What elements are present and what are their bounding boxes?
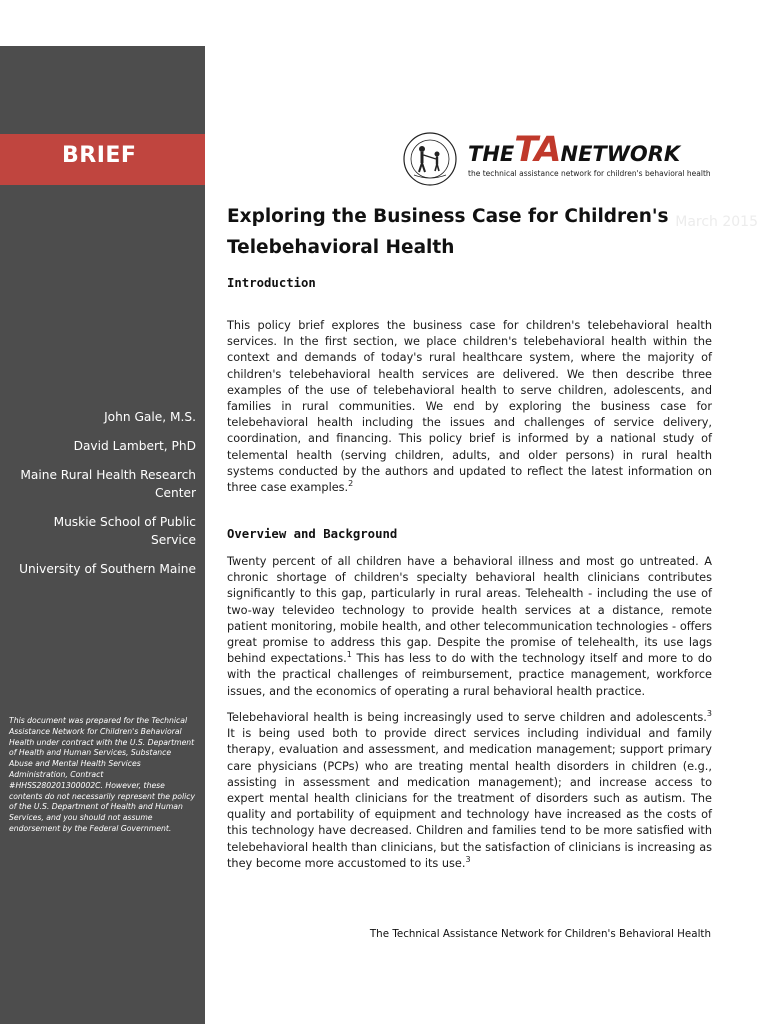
affiliation: University of Southern Maine <box>19 562 196 576</box>
overview-paragraph-1 <box>227 554 712 700</box>
introduction-paragraph <box>227 318 712 496</box>
logo-wordmark <box>468 130 681 170</box>
overview-text: Telebehavioral health is being increasingly used to serve children and adolescents. <box>227 711 707 724</box>
affiliation: Maine Rural Health Research Center <box>20 468 196 500</box>
footnote-ref: 3 <box>465 855 471 865</box>
overview-text: This has less to do with the technology itself and more to do with the practical challenges of reimbursement, practice management, workforce issues, and the economics of operating a rural behavioral health practice. <box>227 652 712 698</box>
logo-ta: TA <box>514 130 561 170</box>
publication-date: March 2015 <box>675 214 758 230</box>
introduction-text: This policy brief explores the business case for children's telebehavioral health services. In the first section, we place children's telebehavioral health within the context and demands of today's rural healthcare system, where the majority of children's telebehavioral health services are delivered. We then describe three examples of the use of telebehavioral health to serve children, adolescents, and families in rural communities. We end by exploring the business case for telebehavioral health including the issues and challenges of service delivery, coordination, and financing. This policy brief is informed by a national study of telemental health (serving children, adults, and older persons) in rural health systems conducted by the authors and updated to reflect the latest information on three case examples. <box>227 319 712 495</box>
footnote-ref: 1 <box>346 650 352 660</box>
overview-text: It is being used both to provide direct services including individual and family therapy, evaluation and assessment, and medication management; support primary care physicians (PCPs) who are treating mental health disorders in children (e.g., assisting in assessment and medication management); and increase access to expert mental health clinicians for the treatment of disorders such as autism. The quality and portability of equipment and technology have increased as the costs of this technology have decreased. Children and families tend to be more satisfied with telebehavioral health than clinicians, but the satisfaction of clinicians is increasing as they become more accustomed to its use. <box>227 727 712 870</box>
section-heading-overview: Overview and Background <box>227 527 398 541</box>
logo-the: THE <box>468 142 515 166</box>
document-title: Exploring the Business Case for Children's Telebehavioral Health <box>227 206 669 258</box>
overview-text: Twenty percent of all children have a behavioral illness and most go untreated. A chronic shortage of children's specialty behavioral health clinicians contributes significantly to this gap, particularly in rural areas. Telehealth - including the use of two-way televideo technology to provide health services at a distance, remote patient monitoring, mobile health, and other telecommunication technologies - offers great promise to address this gap. Despite the promise of telehealth, its use lags behind expectations. <box>227 555 712 666</box>
page-footer: The Technical Assistance Network for Children's Behavioral Health <box>369 928 711 940</box>
ta-network-logo <box>402 131 712 187</box>
affiliation: Muskie School of Public Service <box>53 515 196 547</box>
section-heading-introduction: Introduction <box>227 276 316 290</box>
logo-tagline: the technical assistance network for children's behavioral health <box>468 169 711 178</box>
footnote-ref: 3 <box>706 709 712 719</box>
author-block <box>8 408 196 589</box>
author-name: John Gale, M.S. <box>104 410 196 424</box>
overview-paragraph-2 <box>227 710 712 872</box>
footnote-ref: 2 <box>348 479 354 489</box>
systems-of-care-seal-icon <box>402 131 458 187</box>
author-name: David Lambert, PhD <box>73 439 196 453</box>
disclaimer: This document was prepared for the Technical Assistance Network for Children's Behavioral Health under contract with the U.S. Department of Health and Human Services, Substance Abuse and Mental Health Services Administration, Contract #HHSS280201300002C. However, these contents do not necessarily represent the policy of the U.S. Department of Health and Human Services, and you should not assume endorsement by the Federal Government. <box>9 716 196 833</box>
logo-network: NETWORK <box>560 142 681 166</box>
brief-label: BRIEF <box>62 143 137 168</box>
